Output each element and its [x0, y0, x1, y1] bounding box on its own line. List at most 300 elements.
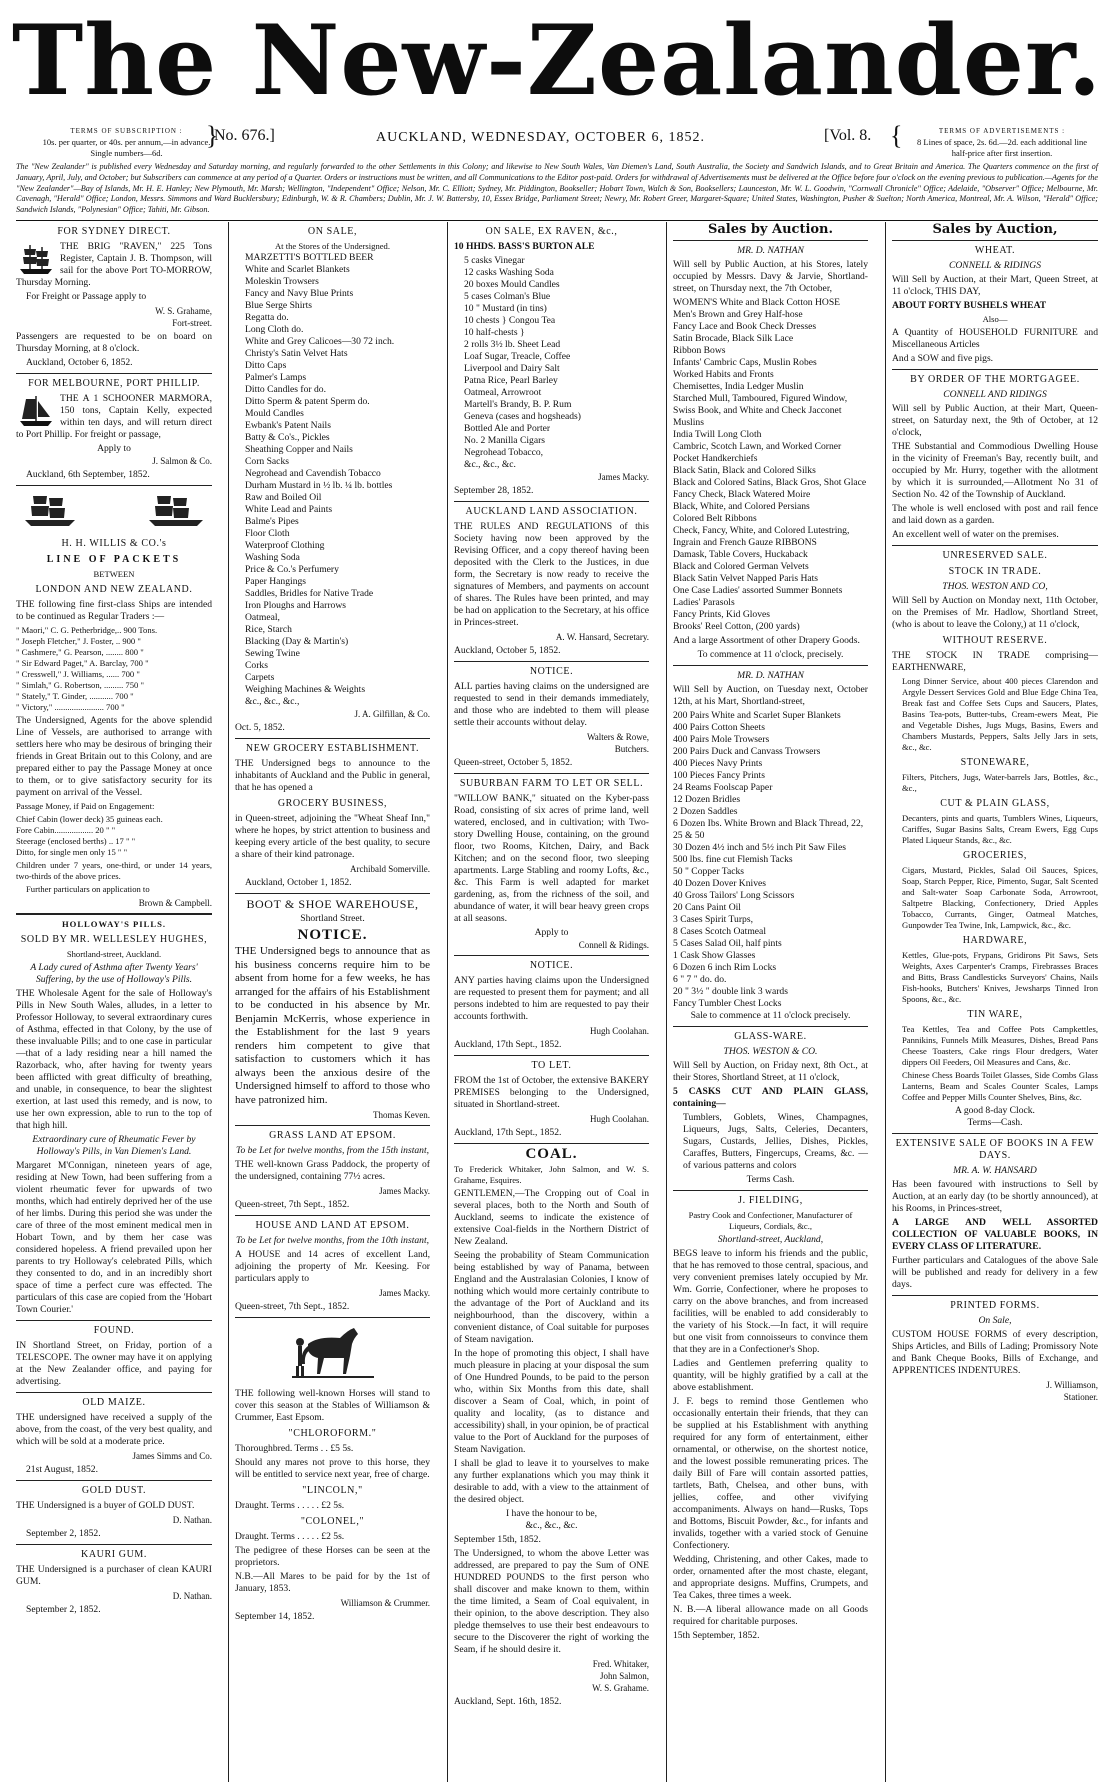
wheat-subheading: CONNELL & RIDINGS: [948, 260, 1042, 271]
maize-date: 21st August, 1852.: [26, 1464, 98, 1475]
melbourne-signature: J. Salmon & Co.: [152, 456, 212, 466]
fielding-body-4: Wedding, Christening, and other Cakes, made to order, ornamented after the most chaste, elegant, and appropriate designs. Muffins, Crumpets, and Tea Cakes, three times a week.: [673, 1554, 868, 1601]
coal-signature-2: John Salmon,: [599, 1671, 649, 1681]
list-item: Fancy Tumbler Chest Locks: [673, 998, 782, 1009]
newspaper-title: The New-Zealander.: [11, 4, 1103, 117]
horses-date: September 14, 1852.: [235, 1611, 315, 1622]
grocery-heading: NEW GROCERY ESTABLISHMENT.: [245, 743, 420, 754]
wheat-heading: WHEAT.: [974, 245, 1016, 256]
list-item: Regatta do.: [245, 312, 289, 323]
nathan-list: [673, 297, 868, 633]
willis-heading: H. H. WILLIS & CO.'s: [61, 538, 167, 549]
tinware-heading: TIN WARE,: [967, 1009, 1023, 1020]
list-item: Ditto Caps: [245, 360, 287, 371]
tolet-body: FROM the 1st of October, the extensive BAKERY PREMISES belonging to the Undersigned, situated in Shortland-street.: [454, 1075, 649, 1110]
list-item: Worked Habits and Fronts: [673, 369, 774, 380]
nathan2-body: Will Sell by Auction, on Tuesday next, October 12th, at his Mart, Shortland-street,: [673, 684, 868, 707]
list-item: 400 Pairs Cotton Sheets: [673, 722, 765, 733]
exraven-heading: ON SALE, EX RAVEN, &c.,: [485, 226, 618, 237]
kauri-heading: KAURI GUM.: [81, 1549, 147, 1560]
auction-heading-4: Sales by Auction.: [707, 222, 834, 237]
advertisement-terms-line1: 8 Lines of space, 2s. 6d.—2d. each additional line: [917, 137, 1087, 147]
list-item: Colored Belt Ribbons: [673, 513, 757, 524]
publication-notice: The "New Zealander" is published every Wednesday and Saturday morning, and regularly forwarded to the other Settlements in this Colony; and likewise to New South Wales, Van Diemen's Land, South Australia, the Society and Sandwich Islands, and to Great Britain and America. The Quarters commence on the first of January, April, July, and October; but Subscribers can commence at any period of a Quarter. Orders or instructions must be written, and all Communications to the Editor post-paid. Orders for withdrawal of Advertisements must be delivered at the Office before four o'clock on the evening previous to publication.—Agents for the "New Zealander"—Bay of Islands, Mr. H. E. Hanley; New Plymouth, Mr. Marsh; Wellington, "Independent" Office; Nelson, Mr. C. Elliott; Sydney, Mr. Piddington, Bookseller; Hobart Town, Walch & Son, Booksellers; Launceston, Mr. W. L. Goodwin, "Cornwall Chronicle" Office; Adelaide, "Observer" Office; Melbourne, Mr. Cavenagh, "Herald" Office; London, Messrs. Simmons and Ward Bucklersbury; Edinburgh, W. & R. Chambers; Dublin, Mr. J. W. Battersby, 10, Essex Bridge, Parliament Street; Newry, Mr. Robert Greer, Margaret-Square; United States, Washington, Pusher & Suelton; North America, Montreal, Mr. A. Wilson, "Herald" Office; Sandwich Islands, "Polynesian" Office; Tahiti, Mr. Gibson.: [16, 162, 1098, 221]
notice-body-3: ALL parties having claims on the undersigned are requested to send in their demands immediately, and those who are indebted to them will please settle their accounts without delay.: [454, 681, 649, 728]
exraven-list: [454, 255, 649, 471]
stock-heading: STOCK IN TRADE.: [948, 566, 1042, 577]
notice-date-3: Queen-street, October 5, 1852.: [454, 757, 573, 768]
boot-subheading: Shortland Street.: [300, 913, 365, 924]
column-3: [447, 222, 655, 1782]
list-item: Rice, Starch: [245, 624, 292, 635]
farm-signature: Connell & Ridings.: [578, 940, 649, 950]
tolet-date: Auckland, 17th Sept., 1852.: [454, 1127, 562, 1138]
subscription-terms: [34, 121, 219, 159]
list-item: Chemisettes, India Ledger Muslin: [673, 381, 804, 392]
grocery-signature: Archibald Somerville.: [350, 864, 430, 874]
books-further: Further particulars and Catalogues of the above Sale will be published and ready for delivery in a few days.: [892, 1255, 1098, 1290]
list-item: 50 " Copper Tacks: [673, 866, 745, 877]
coal-heading: COAL.: [525, 1146, 578, 1162]
coal-body-1: GENTLEMEN,—The Cropping out of Coal in several places, both to the North and South of Auckland, seems to indicate the existence of extensive Coal-fields in the Northern District of New Zealand.: [454, 1188, 649, 1247]
hardware-heading: HARDWARE,: [962, 935, 1028, 946]
grocery-business: GROCERY BUSINESS,: [277, 798, 388, 809]
schooner-icon: [16, 393, 56, 429]
nathan2-heading: MR. D. NATHAN: [737, 670, 804, 681]
nathan2-time: Sale to commence at 11 o'clock precisely.: [690, 1010, 851, 1021]
willis-further: Further particulars on application to: [26, 884, 150, 894]
list-item: 2 Dozen Saddles: [673, 806, 738, 817]
grass-date: Queen-street, 7th Sept., 1852.: [235, 1199, 350, 1210]
column-4: [666, 222, 874, 1782]
list-item: Loaf Sugar, Treacle, Coffee: [464, 351, 571, 362]
fielding-body: BEGS leave to inform his friends and the public, that he has removed to those central, spacious, and very convenient premises lately occupied by Mr. Wm. Gorrie, Confectioner, where he proposes to carry on the above branches, and from increased facilities, will be enabled to add considerably to the variety of his Stock.—In fact, it will require but one visit from connoisseurs to convince them that they are in a Confectioner's Shop.: [673, 1248, 868, 1355]
fielding-body-2: Ladies and Gentlemen preferring quality to quantity, will be highly gratified by a call at the above establishment.: [673, 1358, 868, 1393]
list-item: Men's Brown and Grey Half-hose: [673, 309, 803, 320]
list-item: Iron Ploughs and Harrows: [245, 600, 346, 611]
list-item: Saddles, Bridles for Native Trade: [245, 588, 374, 599]
mortgagee-body-3: The whole is well enclosed with post and rail fence and laid down as a garden.: [892, 503, 1098, 526]
onsale-signature: J. A. Gilfillan, & Co.: [354, 709, 430, 719]
willis-between: BETWEEN: [93, 569, 135, 579]
unreserved-heading: UNRESERVED SALE.: [942, 550, 1048, 561]
horse-icon: [288, 1322, 378, 1384]
list-item: 400 Pairs Mole Trowsers: [673, 734, 770, 745]
exraven-date: September 28, 1852.: [454, 485, 534, 496]
sydney-signature-2: Fort-street.: [172, 318, 212, 328]
list-item: 200 Pairs Duck and Canvass Trowsers: [673, 746, 821, 757]
list-item: 8 Cases Scotch Oatmeal: [673, 926, 766, 937]
horses-signature: Williamson & Crummer.: [340, 1598, 430, 1608]
forms-signature-2: Stationer.: [1063, 1392, 1098, 1402]
glass-heading: GLASS-WARE.: [734, 1031, 807, 1042]
forms-heading: PRINTED FORMS.: [950, 1300, 1040, 1311]
list-item: " Cashmere," G. Pearson, ........ 800 ": [16, 647, 144, 657]
list-item: 20 Cans Paint Oil: [673, 902, 741, 913]
list-item: " Maori," C. G. Petherbridge,.. 900 Tons.: [16, 625, 158, 635]
exraven-first: 10 HHDS. BASS'S BURTON ALE: [454, 241, 595, 252]
notice-signature-3: Walters & Rowe,: [586, 732, 649, 742]
notice-heading: NOTICE.: [297, 927, 368, 943]
list-item: Ditto Candles for do.: [245, 384, 327, 395]
mortgagee-heading: BY ORDER OF THE MORTGAGEE.: [910, 374, 1080, 385]
list-item: Black, White, and Colored Persians: [673, 501, 810, 512]
list-item: Ribbon Bows: [673, 345, 726, 356]
tolet-heading: TO LET.: [531, 1060, 572, 1071]
list-item: 1 Cask Show Glasses: [673, 950, 756, 961]
list-item: " Cresswell," J. Williams, ...... 700 ": [16, 669, 140, 679]
coal-body-3: In the hope of promoting this object, I shall have much pleasure in placing at your disposal the sum of One Hundred Pounds, to be paid to the person who, within Six Months from this date, shall discover a Seam of Coal, which, in point of quality and locality, (as to distance and accessibility) shall, in your opinion, be of practical value to the Port of Auckland for the purposes of Steam Navigation.: [454, 1348, 649, 1455]
stock-intro: THE STOCK IN TRADE comprising— EARTHENWARE,: [892, 650, 1098, 673]
list-item: Ditto Sperm & patent Sperm do.: [245, 396, 370, 407]
mortgagee-body-2: THE Substantial and Commodious Dwelling House in the vicinity of Freeman's Bay, recently built, and occupied by Mr. Hurry, together with the allotment by which it is surrounded,—Allotment No 31 of Section No. 42 of the Township of Auckland.: [892, 441, 1098, 500]
list-item: Raw and Boiled Oil: [245, 492, 322, 503]
list-item: " Joseph Fletcher," J. Foster, .. 900 ": [16, 636, 141, 646]
list-item: White Lead and Paints: [245, 504, 333, 515]
notice2-heading: NOTICE.: [529, 960, 574, 971]
tinware: Tea Kettles, Tea and Coffee Pots Campkettles, Pannikins, Funnels Milk Measures, Dishes, Bread Pans Cheese Toasters, Cake rings Flour dredgers, Water dippers Oil Feeders, Oil Measures and Cans, &c.: [902, 1024, 1098, 1067]
advertisement-terms-line2: half-price after first insertion.: [951, 148, 1053, 158]
list-item: Negrohead and Cavendish Tobacco: [245, 468, 381, 479]
wheat-more-2: And a SOW and five pigs.: [892, 353, 994, 364]
stock-without: WITHOUT RESERVE.: [942, 635, 1048, 646]
list-item: Corn Sacks: [245, 456, 289, 467]
grocery-date: Auckland, October 1, 1852.: [245, 877, 352, 888]
coal-etc: &c., &c., &c.: [525, 1520, 578, 1531]
list-item: " Sir Edward Paget," A. Barclay, 700 ": [16, 658, 149, 668]
horse-3-terms: Draught. Terms . . . . . £2 5s.: [235, 1531, 345, 1542]
list-item: Floor Cloth: [245, 528, 290, 539]
found-body: IN Shortland Street, on Friday, portion of a TELESCOPE. The owner may have it on applying at the New Zealander office, and paying for advertising.: [16, 1340, 212, 1387]
list-item: 200 Pairs White and Scarlet Super Blankets: [673, 710, 841, 721]
coal-body-4: I shall be glad to leave it to yourselves to make any further explanations which you may think it desirable to add, with a view to the attainment of the desired object.: [454, 1458, 649, 1505]
coal-date: September 15th, 1852.: [454, 1534, 541, 1545]
list-item: 12 casks Washing Soda: [464, 267, 554, 278]
mortgagee-body: Will sell by Public Auction, at their Mart, Queen-street, on Saturday next, the 9th of October, at 12 o'clock,: [892, 403, 1098, 438]
books-lot: A LARGE AND WELL ASSORTED COLLECTION OF VALUABLE BOOKS, IN EVERY CLASS OF LITERATURE.: [892, 1217, 1098, 1252]
list-item: Durham Mustard in ½ lb. ¼ lb. bottles: [245, 480, 393, 491]
list-item: 5 casks Vinegar: [464, 255, 525, 266]
groceries-heading: GROCERIES,: [962, 850, 1028, 861]
sydney-body: THE BRIG "RAVEN," 225 Tons Register, Captain J. B. Thompson, will sail for the above Port TO-MORROW, Thursday Morning.: [16, 241, 212, 288]
fielding-date: 15th September, 1852.: [673, 1630, 760, 1641]
list-item: Black and Colored German Velvets: [673, 561, 809, 572]
list-item: Long Cloth do.: [245, 324, 304, 335]
list-item: 2 rolls 3½ lb. Sheet Lead: [464, 339, 561, 350]
list-item: 5 cases Colman's Blue: [464, 291, 551, 302]
list-item: Washing Soda: [245, 552, 300, 563]
land-signature: A. W. Hansard, Secretary.: [555, 632, 649, 642]
notice-signature-3b: Butchers.: [614, 744, 649, 754]
list-item: Black Satin Velvet Napped Paris Hats: [673, 573, 819, 584]
pills-sold: SOLD BY MR. WELLESLEY HUGHES,: [20, 934, 208, 945]
nathan-time: To commence at 11 o'clock, precisely.: [697, 649, 844, 660]
list-item: Negrohead Tobacco,: [464, 447, 544, 458]
list-item: Blacking (Day & Martin's): [245, 636, 349, 647]
horse-1-terms: Thoroughbred. Terms . . £5 5s.: [235, 1443, 354, 1454]
house-signature: James Macky.: [379, 1288, 430, 1298]
willis-agents: The Undersigned, Agents for the above splendid Line of Vessels, are authorised to arrange with settlers here who may be desirous of bringing their friends in Great Britain out to this Colony, and are prepared either to pay the Passage Money at once to them, or to give satisfactory security for its payment on arrival of the Vessel.: [16, 715, 212, 798]
mortgagee-body-4: An excellent well of water on the premises.: [892, 529, 1059, 540]
books-body: Has been favoured with instructions to Sell by Auction, at an early day (to be shortly announced), at his Rooms, in Princes-street,: [892, 1179, 1098, 1214]
list-item: 5 Cases Salad Oil, half pints: [673, 938, 782, 949]
list-item: 10 half-chests }: [464, 327, 525, 338]
list-item: Batty & Co's., Pickles: [245, 432, 330, 443]
wheat-lot: ABOUT FORTY BUSHELS WHEAT: [892, 300, 1047, 311]
forms-body: CUSTOM HOUSE FORMS of every description, Ships Articles, and Bills of Lading; Promissory Note and Bank Cheque Books, Bills of Exchange, and APPRENTICES INDENTURES.: [892, 1329, 1098, 1376]
list-item: Oatmeal, Arrowroot: [464, 387, 542, 398]
pills-body-2: Margaret M'Connigan, nineteen years of age, residing at New Town, had been suffering from a violent rheumatic fever for upwards of two months, which had entirely deprived her of the use of her limbs. During this period she was under the care of three of the most eminent medical men in Hobart Town, and by them her case was considered hopeless. A friend prevailed upon her parents to try Holloway's celebrated Pills, which they consented to do, and in an incredibly short space of time a perfect cure was effected. The particulars of this case are copied from the 'Hobart Town Courier.': [16, 1160, 212, 1315]
dateline: [16, 121, 1098, 158]
books-subheading: MR. A. W. HANSARD: [953, 1165, 1037, 1176]
list-item: " Victory," ....................... 700 ": [16, 702, 125, 712]
list-item: Carpets: [245, 672, 275, 683]
list-item: Mould Candles: [245, 408, 304, 419]
sydney-heading: FOR SYDNEY DIRECT.: [57, 226, 171, 237]
list-item: Satin Brocade, Black Silk Lace: [673, 333, 794, 344]
list-item: MARZETTI'S BOTTLED BEER: [245, 252, 374, 263]
willis-body: THE following fine first-class Ships are intended to be continued as Regular Traders :—: [16, 599, 212, 622]
columns: [10, 222, 1104, 1782]
list-item: 500 lbs. fine cut Flemish Tacks: [673, 854, 793, 865]
list-item: 400 Pieces Navy Prints: [673, 758, 763, 769]
house-heading: HOUSE AND LAND AT EPSOM.: [255, 1220, 410, 1231]
coal-body-2: Seeing the probability of Steam Communication being established by way of Panama, between England and the Australasian Colonies, I know of nothing which would more certainly contribute to the advantage of the Port of Auckland and its neighbourhood, than the discovery, within a convenient distance, of Coal suitable for purposes of Steam navigation.: [454, 1250, 649, 1345]
maize-body: THE undersigned have received a supply of the above, from the coast, of the very best quality, and which will be sold at a moderate price.: [16, 1412, 212, 1447]
list-item: Price & Co.'s Perfumery: [245, 564, 339, 575]
pills-address: Shortland-street, Auckland.: [66, 949, 162, 959]
list-item: 10 " Mustard (in tins): [464, 303, 547, 314]
coal-signature-date: Auckland, Sept. 16th, 1852.: [454, 1696, 562, 1707]
list-item: 24 Reams Foolscap Paper: [673, 782, 773, 793]
grass-subheading: To be Let for twelve months, from the 15th instant,: [235, 1145, 430, 1156]
left-brace: }: [206, 121, 219, 150]
cut-glass-heading: CUT & PLAIN GLASS,: [940, 798, 1050, 809]
horses-body: THE following well-known Horses will stand to cover this season at the Stables of Williamson & Crummer, East Epsom.: [235, 1388, 430, 1423]
nathan-heading: MR. D. NATHAN: [737, 245, 804, 256]
onsale-list: [235, 252, 430, 708]
list-item: Palmer's Lamps: [245, 372, 307, 383]
list-item: Liverpool and Dairy Salt: [464, 363, 560, 374]
found-heading: FOUND.: [93, 1325, 135, 1336]
horse-1-name: "CHLOROFORM.": [288, 1428, 377, 1439]
glass-lot: 5 CASKS CUT AND PLAIN GLASS, containing—: [673, 1086, 868, 1109]
fielding-trade: Pastry Cook and Confectioner, Manufacturer of Liqueurs, Cordials, &c.,: [688, 1210, 853, 1231]
stoneware: Filters, Pitchers, Jugs, Water-barrels Jars, Bottles, &c., &c.,: [902, 772, 1098, 793]
wheat-also: Also—: [982, 314, 1008, 324]
sydney-signature-1: W. S. Grahame,: [155, 306, 212, 316]
mortgagee-subheading: CONNELL AND RIDINGS: [943, 389, 1047, 400]
forms-signature-1: J. Williamson,: [1046, 1380, 1098, 1390]
list-item: 100 Pieces Fancy Prints: [673, 770, 765, 781]
list-item: 12 Dozen Bridles: [673, 794, 741, 805]
list-item: Patna Rice, Pearl Barley: [464, 375, 558, 386]
subscription-terms-line2: Single numbers—6d.: [90, 148, 163, 158]
list-item: Bottled Ale and Porter: [464, 423, 551, 434]
willis-route: LONDON AND NEW ZEALAND.: [35, 584, 193, 595]
gold-heading: GOLD DUST.: [81, 1485, 147, 1496]
glass-subheading: THOS. WESTON & CO.: [723, 1046, 818, 1057]
pills-subheading-2: Extraordinary cure of Rheumatic Fever by Holloway's Pills, in Van Diemen's Land.: [32, 1134, 196, 1157]
willis-signature: Brown & Campbell.: [138, 898, 212, 908]
list-item: &c., &c., &c.: [464, 459, 516, 470]
list-item: Steerage (enclosed berths) .. 17 " ": [16, 836, 136, 846]
list-item: No. 2 Manilla Cigars: [464, 435, 546, 446]
land-date: Auckland, October 5, 1852.: [454, 645, 561, 656]
horse-2-name: "LINCOLN,": [302, 1485, 363, 1496]
forms-onsale: On Sale,: [978, 1315, 1012, 1326]
packet-ships-icon: [19, 490, 209, 530]
gold-signature: D. Nathan.: [172, 1515, 212, 1525]
stock-subheading: THOS. WESTON AND CO,: [942, 581, 1048, 592]
nathan-body: Will sell by Public Auction, at his Stores, lately occupied by Messrs. Davy & Jarvie, Shortland-street, on Thursday next, the 7th October,: [673, 259, 868, 294]
notice-signature: Thomas Keven.: [373, 1110, 430, 1120]
list-item: Christy's Satin Velvet Hats: [245, 348, 348, 359]
maize-signature: James Simms and Co.: [132, 1451, 212, 1461]
list-item: Blue Serge Shirts: [245, 300, 312, 311]
list-item: 6 Dozen Ibs. White Brown and Black Thread, 22, 25 & 50: [673, 818, 864, 841]
list-item: Geneva (cases and hogsheads): [464, 411, 581, 422]
fares-list: [16, 814, 212, 858]
fielding-nb: N. B.—A liberal allowance made on all Goods required for charitable purposes.: [673, 1604, 868, 1627]
list-item: Starched Mull, Tamboured, Figured Window, Swiss Book, and White and Check Jacconet Muslins: [673, 393, 848, 428]
sydney-date: Auckland, October 6, 1852.: [26, 357, 133, 368]
onsale-subheading: At the Stores of the Undersigned.: [274, 241, 391, 251]
list-item: Fancy Prints, Kid Gloves: [673, 609, 771, 620]
list-item: Fancy Lace and Book Check Dresses: [673, 321, 817, 332]
list-item: Oatmeal,: [245, 612, 280, 623]
house-body: A HOUSE and 14 acres of excellent Land, adjoining the property of Mr. Keesing. For particulars apply to: [235, 1249, 430, 1284]
pills-heading: HOLLOWAY'S PILLS.: [61, 919, 167, 929]
gold-date: September 2, 1852.: [26, 1528, 101, 1539]
list-item: 40 Gross Tailors' Long Scissors: [673, 890, 795, 901]
farm-apply: Apply to: [534, 927, 569, 938]
list-item: " Simlah," G. Robertson, ......... 750 ": [16, 680, 144, 690]
packet-ships-illustration: [16, 490, 212, 534]
list-item: Corks: [245, 660, 268, 671]
grass-signature: James Macky.: [379, 1186, 430, 1196]
glass-terms: Terms Cash.: [746, 1174, 795, 1185]
clock: A good 8-day Clock.: [955, 1105, 1035, 1116]
notice2-date: Auckland, 17th Sept., 1852.: [454, 1039, 562, 1050]
kauri-signature: D. Nathan.: [172, 1591, 212, 1601]
onsale-heading: ON SALE,: [307, 226, 358, 237]
list-item: 3 Cases Spirit Turps,: [673, 914, 753, 925]
list-item: Ladies' Parasols: [673, 597, 735, 608]
list-item: Paper Hangings: [245, 576, 307, 587]
maize-heading: OLD MAIZE.: [82, 1397, 146, 1408]
house-date: Queen-street, 7th Sept., 1852.: [235, 1301, 350, 1312]
nathan2-list: [673, 710, 868, 1010]
grass-body: THE well-known Grass Paddock, the property of the undersigned, containing 77½ acres.: [235, 1159, 430, 1182]
list-item: 20 boxes Mould Candles: [464, 279, 560, 290]
ships-list: [16, 625, 212, 713]
terms-cash: Terms—Cash.: [967, 1117, 1023, 1128]
kauri-body: THE Undersigned is a purchaser of clean KAURI GUM.: [16, 1564, 212, 1587]
list-item: White and Grey Calicoes—30 72 inch.: [245, 336, 395, 347]
list-item: Fore Cabin.................. 20 " ": [16, 825, 116, 835]
list-item: &c., &c., &c.,: [245, 696, 300, 707]
ship-icon: [16, 241, 56, 277]
horses-nb: N.B.—All Mares to be paid for by the 1st of January, 1853.: [235, 1571, 430, 1594]
land-heading: AUCKLAND LAND ASSOCIATION.: [465, 506, 638, 517]
grass-heading: GRASS LAND AT EPSOM.: [269, 1130, 396, 1141]
list-item: " Stately," T. Ginder, ........... 700 ": [16, 691, 134, 701]
place-date: AUCKLAND, WEDNESDAY, OCTOBER 6, 1852.: [376, 130, 705, 145]
exraven-signature: James Macky.: [598, 472, 649, 482]
melbourne-body: THE A 1 SCHOONER MARMORA, 150 tons, Captain Kelly, expected within ten days, and will return direct to Port Phillip. For freight or passage,: [16, 393, 212, 440]
house-subheading: To be Let for twelve months, from the 10th instant,: [235, 1235, 430, 1246]
grocery-body-2: in Queen-street, adjoining the "Wheat Sheaf Inn," where he hopes, by strict attention to business and keeping every article of the best quality, to secure a share of their kind patronage.: [235, 813, 430, 860]
sydney-note: Passengers are requested to be on board on Thursday Morning, at 8 o'clock.: [16, 331, 212, 354]
list-item: 6 Dozen 6 inch Rim Locks: [673, 962, 777, 973]
coal-honour: I have the honour to be,: [505, 1508, 598, 1519]
pills-subheading: A Lady cured of Asthma after Twenty Years' Suffering, by the use of Holloway's Pills.: [30, 962, 198, 985]
list-item: WOMEN'S White and Black Cotton HOSE: [673, 297, 841, 308]
list-item: Check, Fancy, White, and Colored Lutestring, Ingrain and French Gauze RIBBONS: [673, 525, 850, 548]
list-item: Weighing Machines & Weights: [245, 684, 366, 695]
subscription-terms-line1: 10s. per quarter, or 40s. per annum,—in advance.: [42, 137, 211, 147]
list-item: Black Satin, Black and Colored Silks: [673, 465, 816, 476]
groceries: Cigars, Mustard, Pickles, Salad Oil Sauces, Spices, Soap, Starch Pepper, Rice, Pimento, Sugar, Salt Scented and Salt-water Soap Carbonate Soda, Arrowroot, Saltpetre Blacking, Confectionery, Dried Apples Tobacco, Currants, Ginger, Oatmeal Matches, Gunpowder Tea Twine, Ink, Lampwick, &c., &c.: [902, 865, 1098, 930]
notice-body: THE Undersigned begs to announce that as his business concerns require him to be absent from home for a few weeks, he has arranged for the affairs of his Establishment to be conducted in his absence by Mr. Benjamin McKerris, whose experience in the Establishment for the last 9 years renders him competent to give that satisfaction to customers which it has always been the anxious desire of the Undersigned himself to afford to those who have patronized him.: [235, 945, 430, 1106]
issue-number: No. 676.]: [214, 127, 275, 144]
melbourne-date: Auckland, 6th September, 1852.: [26, 469, 150, 480]
children-fares: Children under 7 years, one-third, or under 14 years, two-thirds of the above prices.: [16, 860, 212, 881]
list-item: Damask, Table Covers, Huckaback: [673, 549, 808, 560]
nathan-tail: And a large Assortment of other Drapery Goods.: [673, 635, 860, 646]
farm-heading: SUBURBAN FARM TO LET OR SELL.: [459, 778, 644, 789]
list-item: Fancy Check, Black Watered Moire: [673, 489, 811, 500]
advertisement-terms: [902, 126, 1102, 159]
wheat-body: Will Sell by Auction, at their Mart, Queen Street, at 11 o'clock, THIS DAY,: [892, 274, 1098, 297]
list-item: 40 Dozen Dover Knives: [673, 878, 766, 889]
list-item: Waterproof Clothing: [245, 540, 325, 551]
tolet-signature: Hugh Coolahan.: [590, 1114, 649, 1124]
willis-line: LINE OF PACKETS: [46, 554, 182, 565]
hardware: Kettles, Glue-pots, Frypans, Gridirons Pit Saws, Sets Weights, Axes Carpenter's Cramps, Firebrasses Braces and Bitts, Brass Candlesticks Surveyors' Chains, Nails Fish-hooks, Butchers' Knives, Jewsharps Tinned Iron Spoons, &c., &c.: [902, 950, 1098, 1004]
list-item: 30 Dozen 4½ inch and 5½ inch Pit Saw Files: [673, 842, 846, 853]
list-item: India Twill Long Cloth: [673, 429, 762, 440]
list-item: Balme's Pipes: [245, 516, 299, 527]
list-item: 20 " 3½ " double link 3 wards: [673, 986, 788, 997]
glass-items: Tumblers, Goblets, Wines, Champagnes, Liqueurs, Jugs, Salts, Celeries, Decanters, Sugars, Custards, Jellies, Dishes, Pickles, Caraffes, Butters, Fingercups, Creams, &c. — of various patterns and colors: [683, 1112, 868, 1171]
column-5: [885, 222, 1104, 1782]
cut-glass: Decanters, pints and quarts, Tumblers Wines, Liqueurs, Cariffes, Sugar Basins Salts, Cream Ewers, Egg Cups Plated Liqueur Stands, &c., &c.: [902, 813, 1098, 845]
miscellaneous: Chinese Chess Boards Toilet Glasses, Side Combs Glass Lanterns, Beam and Scales Counter Scales, Lamps Coffee and Pepper Mills Counter Shelves, Bins, &c.: [902, 1070, 1098, 1102]
farm-body: "WILLOW BANK," situated on the Kyber-pass Road, consisting of six acres of prime land, well watered, enclosed, and in cultivation; with Two-story Dwelling House, containing, on the ground floor, two Rooms, Kitchen, Dairy, and Back Kitchen; and on the second floor, two sleeping apartments. Large Stabling and roomy Lofts, &c., &c. This Farm is well adapted for market gardening, as, from the richness of the soil, and abundance of water, it will bear heavy green crops at all seasons.: [454, 793, 649, 924]
fielding-body-3: J. F. begs to remind those Gentlemen who occasionally entertain their friends, that they can be supplied at his Establishment with anything required for any form of entertainment, either ornamental, or otherwise, on the shortest notice, and the lowest possible remunerating prices. The daily Bill of Fare will contain assorted patties, tartlets, Bath, Chelsea, and other buns, with jellies, coffee, and other vivifying accompaniments. Always on hand—Rusks, Tops and Bottoms, Biscuit Powder, &c., for infants and invalids, together with a varied stock of Genuine Confectionery.: [673, 1396, 868, 1551]
melbourne-apply: Apply to: [97, 443, 131, 454]
list-item: Sheathing Copper and Nails: [245, 444, 353, 455]
list-item: Martell's Brandy, B. P. Rum: [464, 399, 572, 410]
fielding-heading: J. FIELDING,: [738, 1195, 803, 1206]
subscription-terms-head: TERMS OF SUBSCRIPTION :: [70, 127, 183, 135]
glass-body: Will Sell by Auction, on Friday next, 8th Oct., at their Stores, Shortland Street, at 11 o'clock,: [673, 1060, 868, 1083]
list-item: Ewbank's Patent Nails: [245, 420, 331, 431]
onsale-date: Oct. 5, 1852.: [235, 722, 285, 733]
list-item: Moleskin Trowsers: [245, 276, 319, 287]
land-body: THE RULES AND REGULATIONS of this Society having now been approved by the Revising Officer, and a copy thereof having been deposited with the Clerk to the Justices, in due form, the Secretary is now ready to receive the signatures of Members, and payments on account of shares. The Rules have been printed, and may be had on application to the Secretary, at his office in Princes-street.: [454, 521, 649, 628]
horses-pedigree: The pedigree of these Horses can be seen at the proprietors.: [235, 1545, 430, 1568]
list-item: Cambric, Scotch Lawn, and Worked Corner Pocket Handkerchiefs: [673, 441, 842, 464]
earthenware: Long Dinner Service, about 400 pieces Clarendon and Argyle Dessert Services Gold and Blue Edge China Tea, Break fast and Coffee Sets Cups and Saucers, Plates, Basins Tea-pots, Butter-tubs, Cream-ewers Meat, Pie and Vegetable Dishes, Jugs Mugs, Basins, Ewers and Chambers Mustards, Peppers, Salts Jelly Jars in sets, &c., &c.: [902, 676, 1098, 752]
fielding-address: Shortland-street, Auckland,: [717, 1234, 824, 1245]
right-brace: {: [890, 121, 903, 150]
books-heading: EXTENSIVE SALE OF BOOKS IN A FEW DAYS.: [895, 1138, 1095, 1161]
column-2: [228, 222, 436, 1782]
list-item: Infants' Cambric Caps, Muslin Robes: [673, 357, 817, 368]
